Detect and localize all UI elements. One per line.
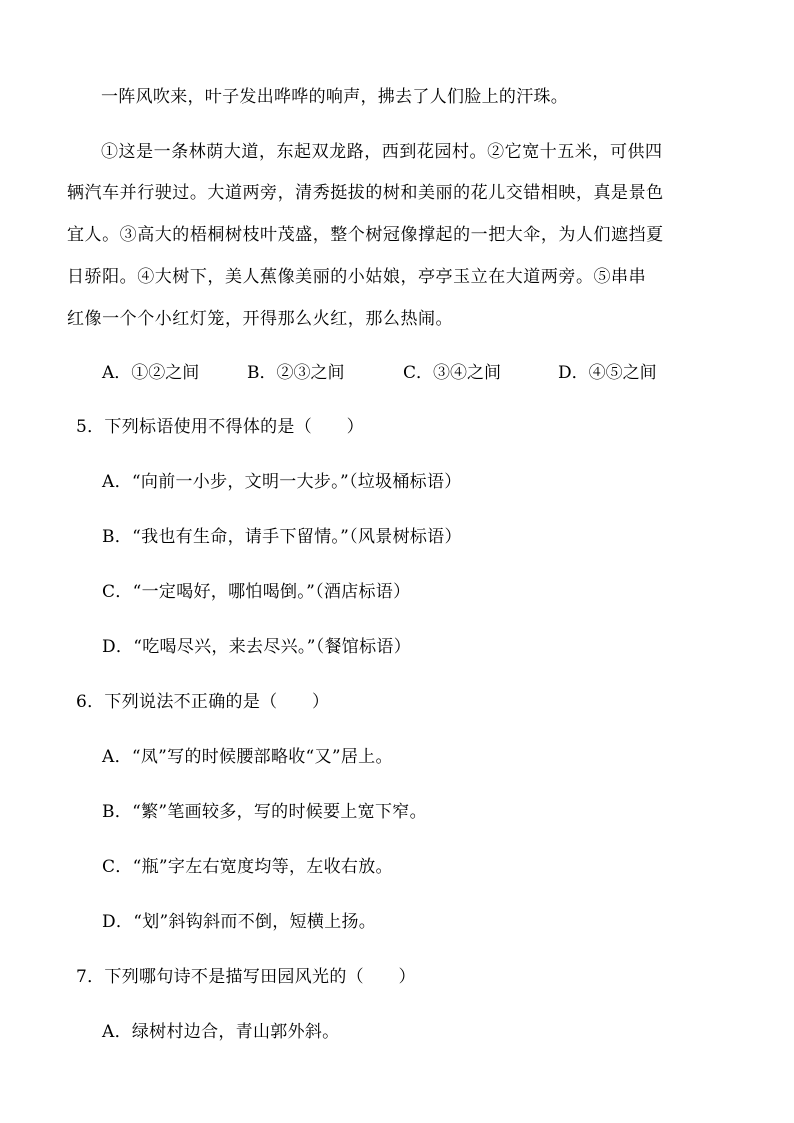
passage-line: 红像一个个小红灯笼，开得那么火红，那么热闹。 (67, 309, 454, 329)
option-d[interactable]: D．“吃喝尽兴，来去尽兴。”（餐馆标语） (102, 637, 412, 657)
option-a[interactable]: A．“向前一小步，文明一大步。”（垃圾桶标语） (102, 472, 462, 492)
option-b[interactable]: B．②③之间 (247, 363, 345, 383)
passage-line: ①这是一条林荫大道，东起双龙路，西到花园村。②它宽十五米，可供四 (101, 142, 663, 162)
option-b[interactable]: B．“我也有生命，请手下留情。”（风景树标语） (102, 527, 462, 547)
question-stem: 7．下列哪句诗不是描写田园风光的（ ） (76, 967, 416, 987)
passage-line: 辆汽车并行驶过。大道两旁，清秀挺拔的树和美丽的花儿交错相映，真是景色 (67, 183, 664, 203)
option-c[interactable]: C．“瓶”字左右宽度均等，左收右放。 (102, 857, 393, 877)
option-c[interactable]: C．③④之间 (403, 363, 502, 383)
question-stem: 6．下列说法不正确的是（ ） (76, 692, 330, 712)
passage-line: 宜人。③高大的梧桐树枝叶茂盛，整个树冠像撑起的一把大伞，为人们遮挡夏 (67, 225, 664, 245)
option-c[interactable]: C．“一定喝好，哪怕喝倒。”（酒店标语） (102, 582, 411, 602)
intro-sentence: 一阵风吹来，叶子发出哗哗的响声，拂去了人们脸上的汗珠。 (101, 87, 569, 107)
option-b[interactable]: B．“繁”笔画较多，写的时候要上宽下窄。 (102, 802, 427, 822)
option-a[interactable]: A．①②之间 (102, 363, 200, 383)
option-d[interactable]: D．“划”斜钩斜而不倒，短横上扬。 (102, 912, 377, 932)
question-stem: 5．下列标语使用不得体的是（ ） (76, 417, 364, 437)
option-a[interactable]: A．绿树村边合，青山郭外斜。 (102, 1022, 340, 1042)
option-d[interactable]: D．④⑤之间 (558, 363, 657, 383)
option-a[interactable]: A．“凤”写的时候腰部略收“又”居上。 (102, 747, 393, 767)
passage-line: 日骄阳。④大树下，美人蕉像美丽的小姑娘，亭亭玉立在大道两旁。⑤串串 (67, 267, 647, 287)
